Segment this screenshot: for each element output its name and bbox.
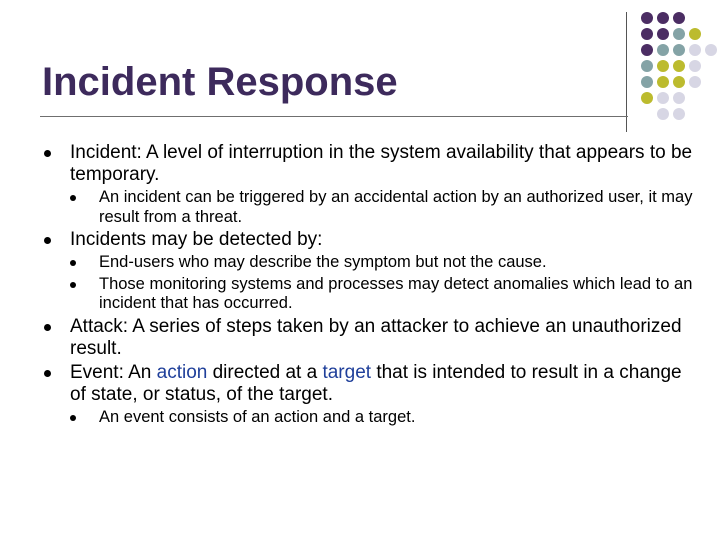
dot: [657, 12, 669, 24]
dot: [641, 44, 653, 56]
dot: [689, 60, 701, 72]
dot: [641, 60, 653, 72]
dot: [673, 108, 685, 120]
bullet-dot-icon: [70, 260, 76, 266]
bullet-dot-icon: [44, 324, 51, 331]
dot: [689, 76, 701, 88]
dot: [641, 76, 653, 88]
bullet-detection: [44, 229, 694, 251]
dot: [673, 60, 685, 72]
bullet-dot-icon: [70, 195, 76, 201]
bullet-list: [44, 140, 694, 427]
bullet-dot-icon: [44, 150, 51, 157]
sub-bullet-text: End-users who may describe the symptom but not the cause.: [99, 253, 547, 271]
bullet-dot-icon: [44, 370, 51, 377]
dot: [673, 92, 685, 104]
event-target-term: target: [322, 361, 372, 383]
dot: [657, 44, 669, 56]
sub-bullet-text: Those monitoring systems and processes may detect anomalies which lead to an incident that has occurred.: [99, 274, 693, 312]
event-action-term: action: [156, 361, 208, 383]
event-mid-text: directed at a: [207, 361, 323, 383]
bullet-incident: [44, 142, 694, 186]
bullet-dot-icon: [70, 415, 76, 421]
sub-bullet-end-users: [70, 253, 694, 273]
bullet-dot-icon: [70, 282, 76, 288]
dot: [673, 76, 685, 88]
dot: [657, 28, 669, 40]
dot: [673, 44, 685, 56]
dot: [641, 12, 653, 24]
bullet-text: Incident: A level of interruption in the system availability that appears to be temporary.: [70, 142, 693, 185]
bullet-event: [44, 362, 694, 406]
dot: [641, 28, 653, 40]
slide-title: Incident Response: [42, 60, 398, 104]
dot: [657, 76, 669, 88]
bullet-text: Incidents may be detected by:: [70, 229, 323, 250]
event-prefix-text: Event: An: [70, 361, 157, 383]
sub-bullet-monitoring: [70, 275, 694, 314]
event-suffix-text: that is intended to result in a change of state, or status, of the target.: [70, 361, 682, 405]
dot: [673, 28, 685, 40]
vertical-divider: [626, 12, 627, 132]
dot: [657, 60, 669, 72]
dot: [657, 92, 669, 104]
sub-bullet-event-consists: [70, 408, 694, 428]
title-underline: [40, 116, 628, 117]
bullet-attack: [44, 316, 694, 360]
dot: [689, 44, 701, 56]
bullet-dot-icon: [44, 237, 51, 244]
dot: [689, 28, 701, 40]
dot: [657, 108, 669, 120]
dot: [673, 12, 685, 24]
dot: [641, 92, 653, 104]
dot: [705, 44, 717, 56]
sub-bullet-incident-trigger: [70, 188, 694, 227]
sub-bullet-text: An event consists of an action and a target.: [99, 407, 416, 426]
sub-bullet-text: An incident can be triggered by an accidental action by an authorized user, it may result from a threat.: [99, 188, 693, 226]
bullet-text: Attack: A series of steps taken by an attacker to achieve an unauthorized result.: [70, 315, 682, 359]
